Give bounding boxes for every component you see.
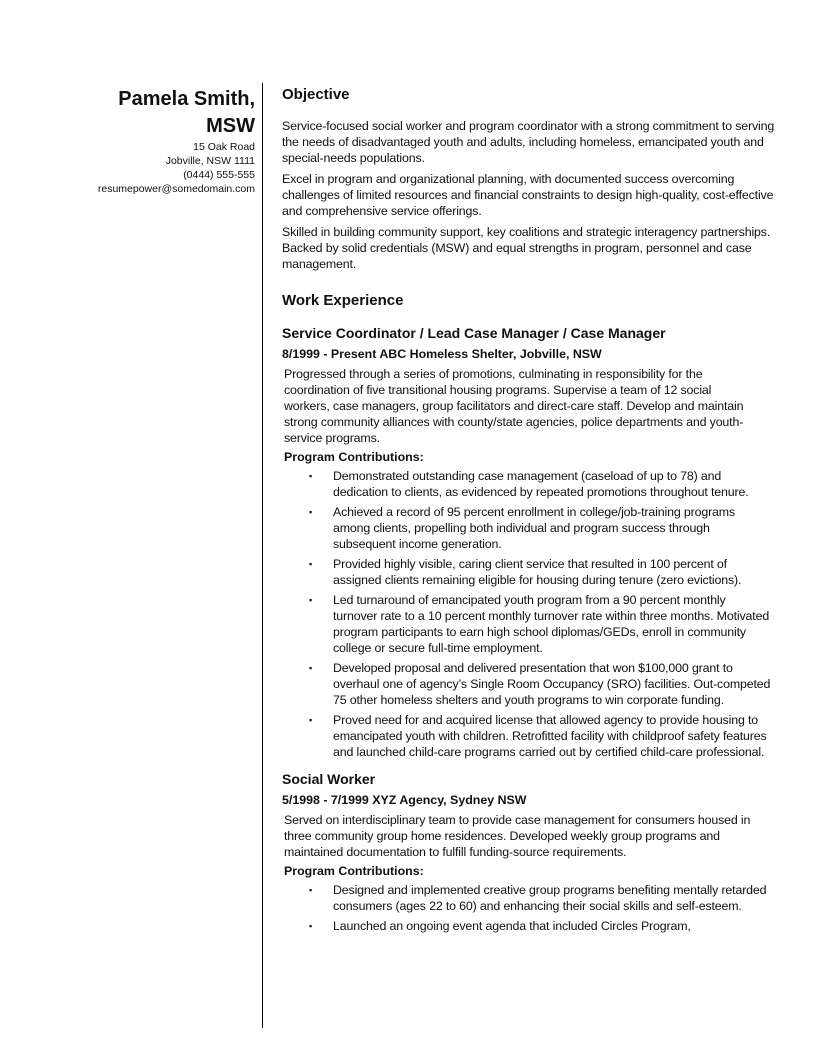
phone: (0444) 555-555 bbox=[183, 169, 255, 181]
bullet-icon: ▪ bbox=[309, 921, 313, 931]
list-item bbox=[309, 556, 773, 588]
list-item bbox=[309, 712, 773, 760]
bullet-icon: ▪ bbox=[309, 471, 313, 481]
list-item bbox=[309, 882, 773, 914]
objective-paragraph: Service-focused social worker and program coordinator with a strong commitment to serving the needs of disadvantaged youth and adults, including homeless, emancipated youth and special-needs populations. bbox=[282, 119, 775, 165]
bullet-text: Achieved a record of 95 percent enrollment in college/job-training programs among clients, propelling both individual and program success through subsequent income generation. bbox=[333, 505, 735, 551]
bullet-text: Designed and implemented creative group programs benefiting mentally retarded consumers (ages 22 to 60) and enhancing their social skills and self-esteem. bbox=[333, 883, 767, 913]
bullet-icon: ▪ bbox=[309, 595, 313, 605]
contributions-list bbox=[282, 468, 777, 760]
list-item bbox=[309, 468, 773, 500]
job-title: Social Worker bbox=[282, 771, 376, 787]
jobs-list bbox=[282, 324, 777, 934]
job-description: Progressed through a series of promotions, culminating in responsibility for the coordination of five transitional housing programs. Supervise a team of 12 social workers, case managers, group facilitators and direct-care staff. Develop and maintain strong community alliances with county/state agencies, police departments and youth-service programs. bbox=[284, 367, 744, 445]
list-item bbox=[309, 918, 773, 934]
contact-block bbox=[60, 86, 255, 196]
objective-paragraph: Excel in program and organizational planning, with documented success overcoming challenges of limited resources and financial constraints to design high-quality, cost-effective and comprehensive service offerings. bbox=[282, 172, 774, 218]
job-entry bbox=[282, 770, 777, 934]
job-entry bbox=[282, 324, 777, 760]
job-title: Service Coordinator / Lead Case Manager / Case Manager bbox=[282, 325, 666, 341]
job-description: Served on interdisciplinary team to provide case management for consumers housed in three community group home residences. Developed weekly group programs and maintained documentation to fulfill funding-source requirements. bbox=[284, 813, 751, 859]
bullet-icon: ▪ bbox=[309, 885, 313, 895]
job-dates-employer: 5/1998 - 7/1999 XYZ Agency, Sydney NSW bbox=[282, 793, 527, 807]
contributions-label: Program Contributions: bbox=[284, 864, 424, 878]
objective-paragraph: Skilled in building community support, key coalitions and strategic interagency partnerships. Backed by solid credentials (MSW) and equal strengths in program, personnel and case management. bbox=[282, 225, 771, 271]
list-item bbox=[309, 592, 773, 656]
name-line2: MSW bbox=[206, 115, 255, 137]
address: 15 Oak Road bbox=[193, 141, 255, 153]
bullet-text: Launched an ongoing event agenda that included Circles Program, bbox=[333, 919, 691, 933]
job-dates-employer: 8/1999 - Present ABC Homeless Shelter, Jobville, NSW bbox=[282, 347, 602, 361]
contributions-label: Program Contributions: bbox=[284, 450, 424, 464]
bullet-text: Proved need for and acquired license that allowed agency to provide housing to emancipated youth with children. Retrofitted facility with childproof safety features and launched child-care programs carried out by certified child-care professional. bbox=[333, 713, 767, 759]
bullet-text: Developed proposal and delivered presentation that won $100,000 grant to overhaul one of agency’s Single Room Occupancy (SRO) facilities. Out-competed 75 other homeless shelters and youth programs to win corporate funding. bbox=[333, 661, 771, 707]
bullet-icon: ▪ bbox=[309, 507, 313, 517]
bullet-text: Led turnaround of emancipated youth program from a 90 percent monthly turnover rate to a 10 percent monthly turnover rate within three months. Motivated program participants to earn high school diplomas/GEDs, enroll in community college or secure full-time employment. bbox=[333, 593, 770, 655]
bullet-text: Demonstrated outstanding case management (caseload of up to 78) and dedication to clients, as evidenced by repeated promotions throughout tenure. bbox=[333, 469, 749, 499]
list-item bbox=[309, 660, 773, 708]
bullet-icon: ▪ bbox=[309, 559, 313, 569]
email: resumepower@somedomain.com bbox=[97, 183, 255, 195]
list-item bbox=[309, 504, 773, 552]
bullet-icon: ▪ bbox=[309, 715, 313, 725]
work-heading: Work Experience bbox=[282, 292, 404, 309]
vertical-divider bbox=[262, 83, 263, 1028]
contributions-list bbox=[282, 882, 777, 934]
name-line1: Pamela Smith, bbox=[118, 88, 255, 110]
bullet-text: Provided highly visible, caring client service that resulted in 100 percent of assigned clients remaining eligible for housing during tenure (zero evictions). bbox=[333, 557, 742, 587]
bullet-icon: ▪ bbox=[309, 663, 313, 673]
objective-heading: Objective bbox=[282, 86, 350, 103]
city: Jobville, NSW 1111 bbox=[165, 155, 255, 167]
main-content bbox=[282, 86, 777, 940]
